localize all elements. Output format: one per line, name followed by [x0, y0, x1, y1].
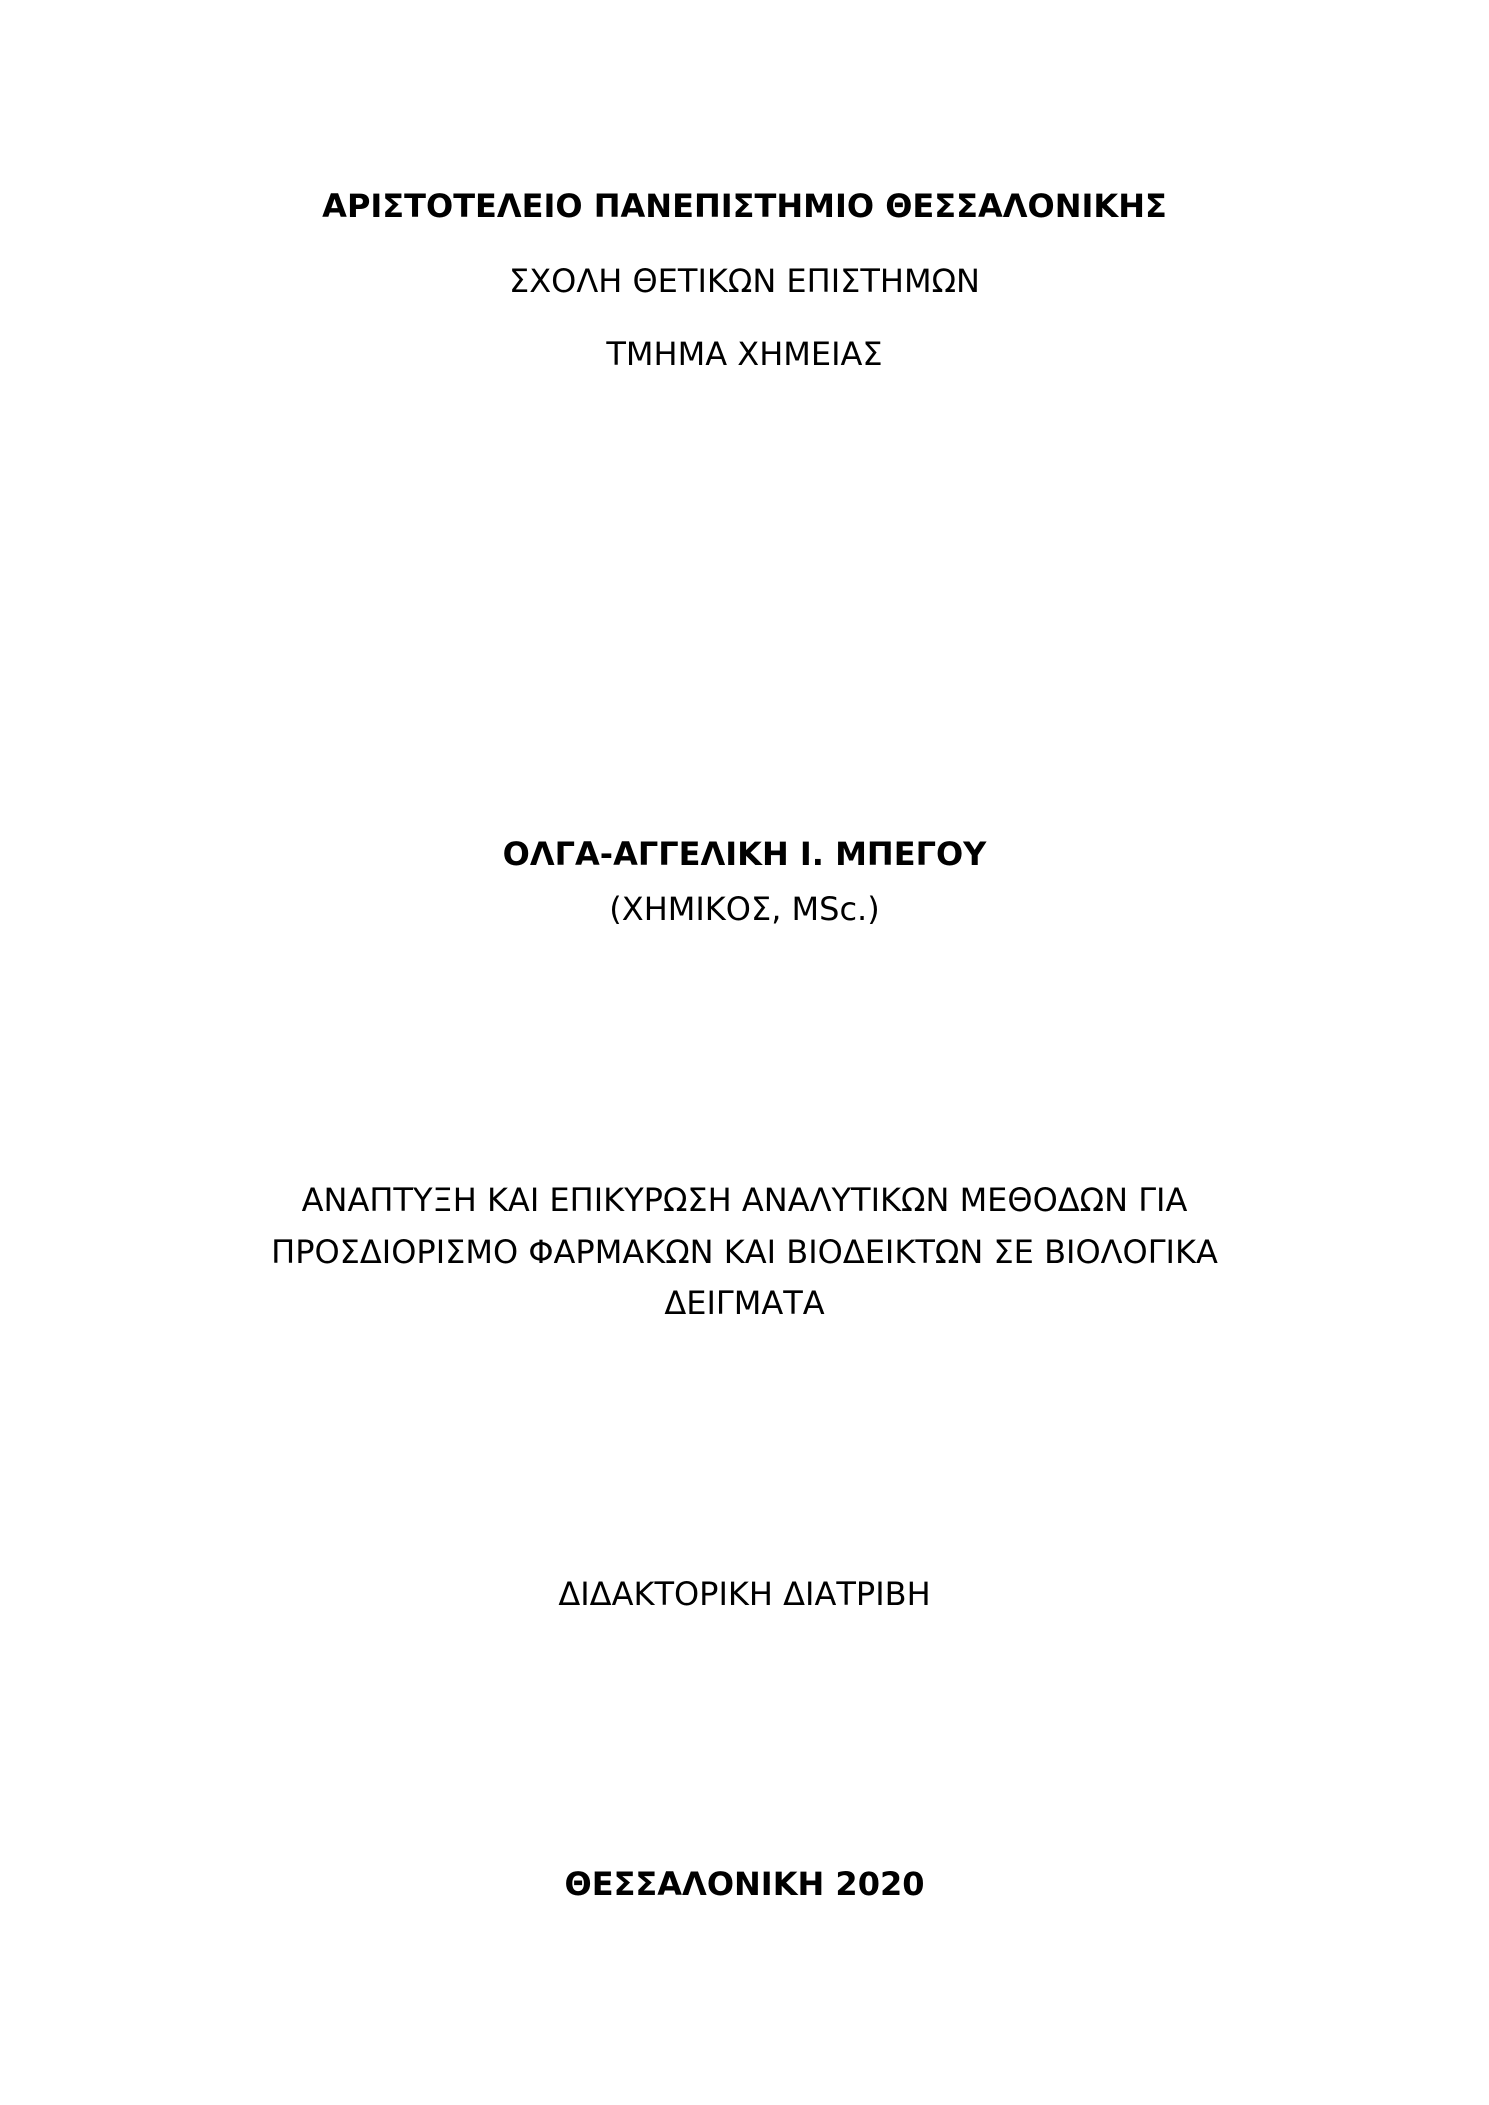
thesis-title-line: ΔΕΙΓΜΑΤΑ	[664, 1284, 825, 1322]
thesis-title-line: ΠΡΟΣΔΙΟΡΙΣΜΟ ΦΑΡΜΑΚΩΝ ΚΑΙ ΒΙΟΔΕΙΚΤΩΝ ΣΕ ΒΙΟΛΟΓΙΚΑ	[271, 1233, 1218, 1271]
university-name: ΑΡΙΣΤΟΤΕΛΕΙΟ ΠΑΝΕΠΙΣΤΗΜΙΟ ΘΕΣΣΑΛΟΝΙΚΗΣ	[322, 187, 1167, 225]
place-and-year: ΘΕΣΣΑΛΟΝΙΚΗ 2020	[564, 1865, 925, 1903]
department-name: ΤΜΗΜΑ ΧΗΜΕΙΑΣ	[606, 335, 883, 373]
author-title: (ΧΗΜΙΚΟΣ, MSc.)	[609, 890, 880, 928]
author-name: ΟΛΓΑ-ΑΓΓΕΛΙΚΗ Ι. ΜΠΕΓΟΥ	[502, 835, 987, 873]
document-type: ΔΙΔΑΚΤΟΡΙΚΗ ΔΙΑΤΡΙΒΗ	[558, 1575, 931, 1613]
school-name: ΣΧΟΛΗ ΘΕΤΙΚΩΝ ΕΠΙΣΤΗΜΩΝ	[509, 262, 980, 300]
thesis-title-line: ΑΝΑΠΤΥΞΗ ΚΑΙ ΕΠΙΚΥΡΩΣΗ ΑΝΑΛΥΤΙΚΩΝ ΜΕΘΟΔΩΝ ΓΙΑ	[301, 1181, 1188, 1219]
